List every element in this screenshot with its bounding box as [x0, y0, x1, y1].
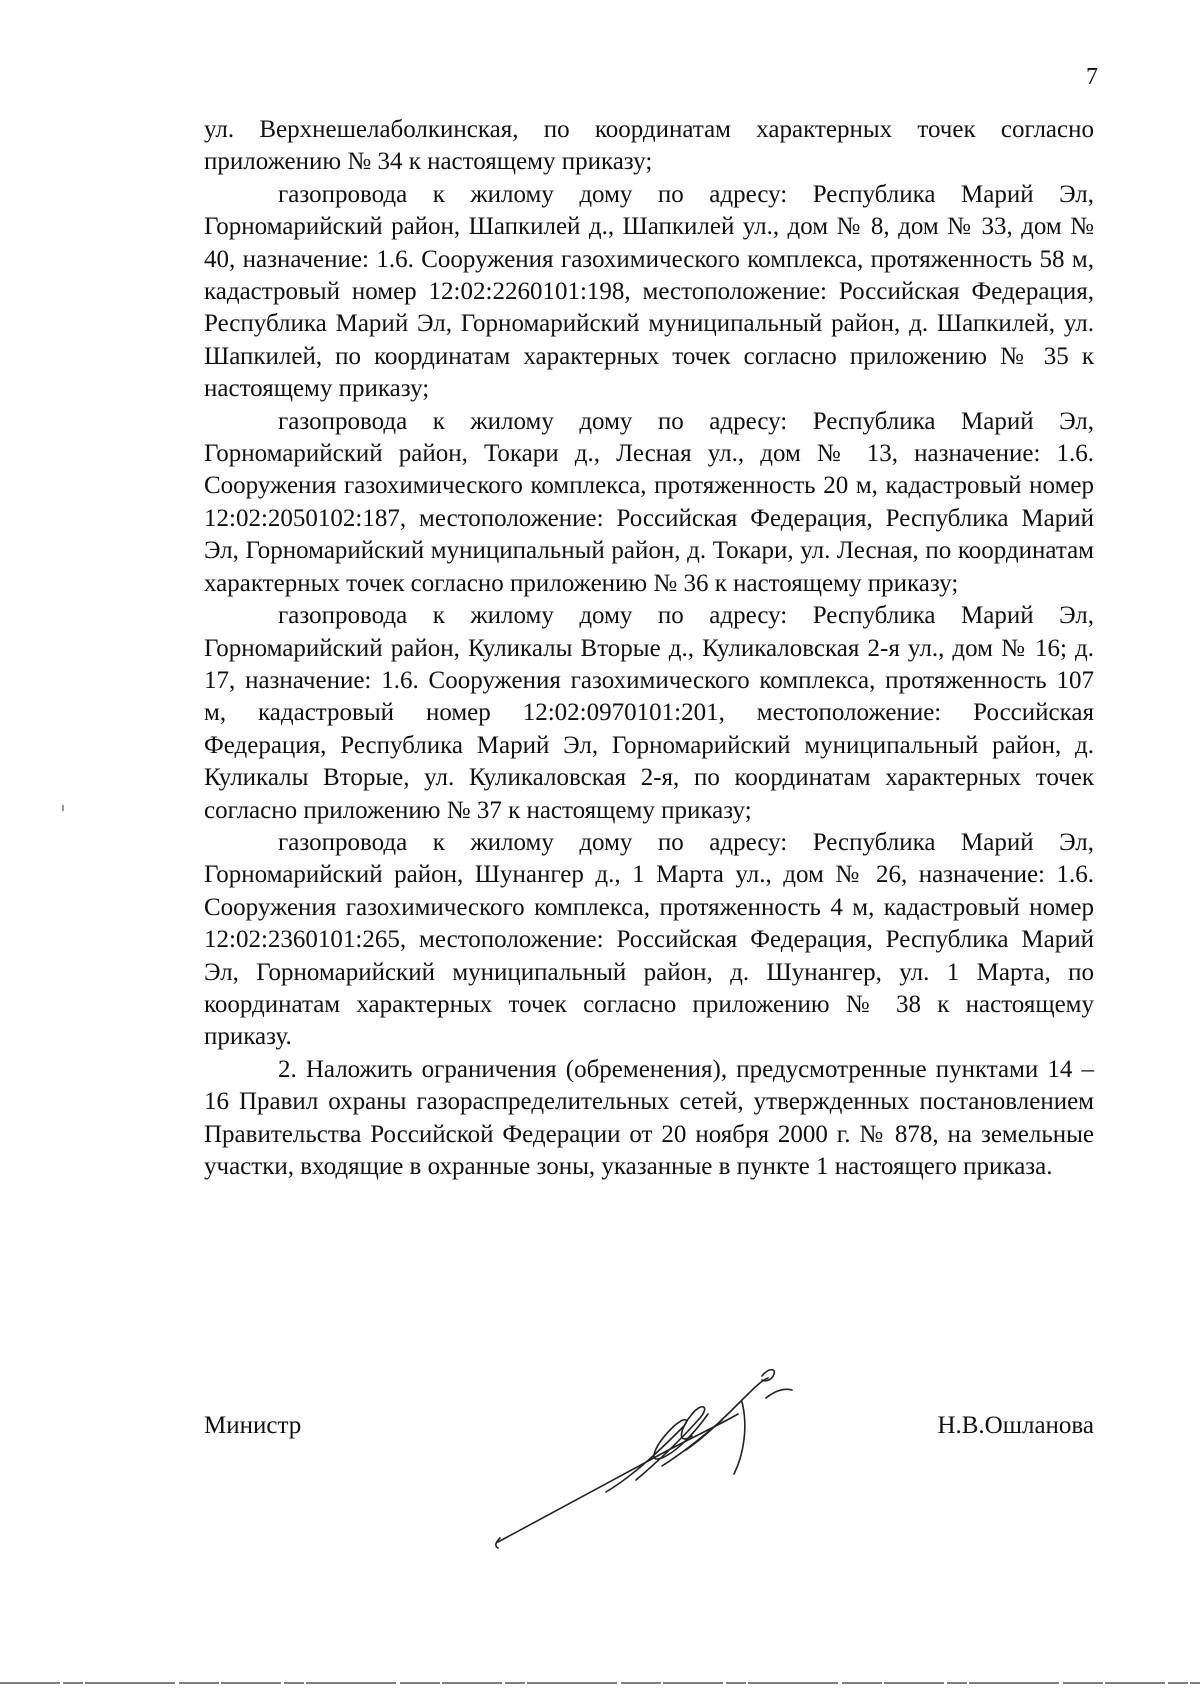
paragraph-shapkiley: газопровода к жилому дому по адресу: Республика Марий Эл, Горномарийский район, Шапкилей д., Шапкилей ул., дом № 8, дом № 33, дом № 40, назначение: 1.6. Сооружения газохимического комплекса, протяженность 58 м, кадастровый номер 12:02:2260101:198, местоположение: Российская Федерация, Республика Марий Эл, Горномарийский муниципальный район, д. Шапкилей, ул. Шапкилей, по координатам характерных точек согласно приложению № 35 к настоящему приказу;: [204, 180, 1094, 403]
paragraph-kulikaly: газопровода к жилому дому по адресу: Республика Марий Эл, Горномарийский район, Куликалы Вторые д., Куликаловская 2-я ул., дом № 16; д. 17, назначение: 1.6. Сооружения газохимического комплекса, протяженность 107 м, кадастровый номер 12:02:0970101:201, местоположение: Российская Федерация, Республика Марий Эл, Горномарийский муниципальный район, д. Куликалы Вторые, ул. Куликаловская 2-я, по координатам характерных точек согласно приложению № 37 к настоящему приказу;: [204, 602, 1094, 824]
scan-edge-line: [0, 1681, 1200, 1685]
paragraph-shunanger: газопровода к жилому дому по адресу: Республика Марий Эл, Горномарийский район, Шунангер д., 1 Марта ул., дом № 26, назначение: 1.6. Сооружения газохимического комплекса, протяженность 4 м, кадастровый номер 12:02:2360101:265, местоположение: Российская Федерация, Республика Марий Эл, Горномарийский муниципальный район, д. Шунангер, ул. 1 Марта, по координатам характерных точек согласно приложению № 38 к настоящему приказу.: [204, 828, 1094, 1051]
signature-block: [204, 1410, 1094, 1540]
signatory-title: Министр: [204, 1412, 302, 1439]
paragraph-continuation: ул. Верхнешелаболкинская, по координатам характерных точек согласно приложению № 34 к настоящему приказу;: [204, 116, 1094, 176]
scan-speck: [62, 805, 64, 811]
paragraph-tokari: газопровода к жилому дому по адресу: Республика Марий Эл, Горномарийский район, Токари д., Лесная ул., дом № 13, назначение: 1.6. Сооружения газохимического комплекса, протяженность 20 м, кадастровый номер 12:02:2050102:187, местоположение: Российская Федерация, Республика Марий Эл, Горномарийский муниципальный район, д. Токари, ул. Лесная, по координатам характерных точек согласно приложению № 36 к настоящему приказу;: [204, 407, 1094, 597]
paragraph-restrictions: 2. Наложить ограничения (обременения), предусмотренные пунктами 14 – 16 Правил охраны газораспределительных сетей, утвержденных постановлением Правительства Российской Федерации от 20 ноября 2000 г. № 878, на земельные участки, входящие в охранные зоны, указанные в пункте 1 настоящего приказа.: [204, 1055, 1094, 1180]
signatory-name: Н.В.Ошланова: [937, 1412, 1094, 1439]
document-body: [204, 114, 1094, 1183]
page-number: 7: [1086, 64, 1098, 90]
handwritten-signature: [486, 1366, 826, 1551]
